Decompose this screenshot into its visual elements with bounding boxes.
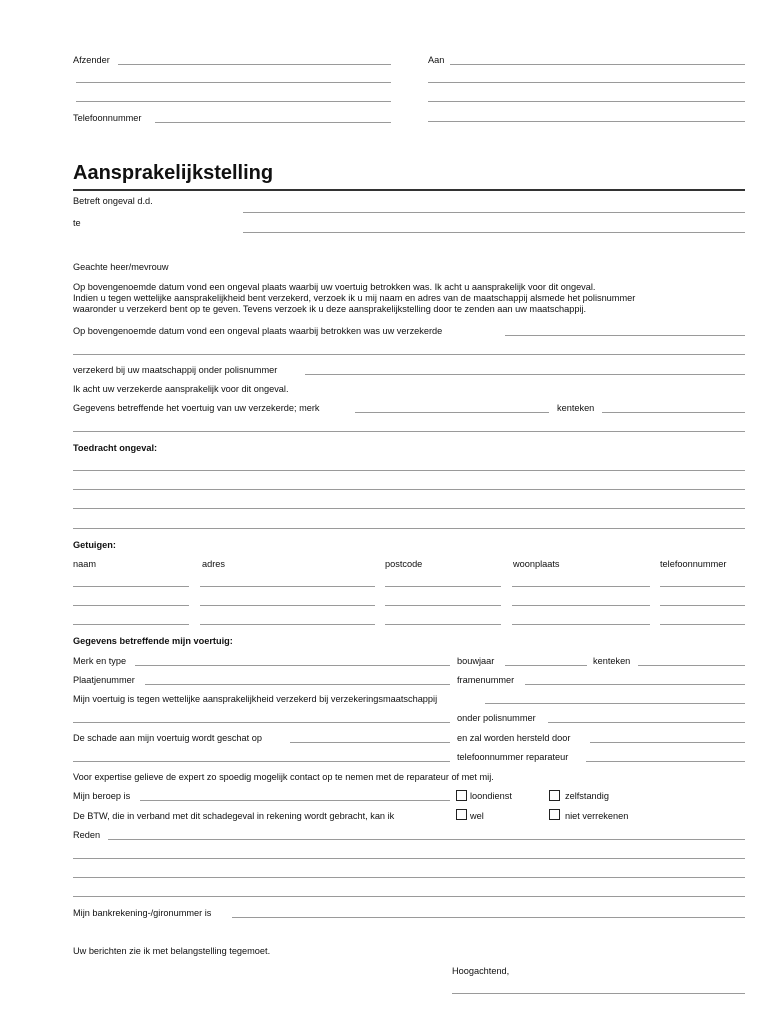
to-label: Aan [428, 55, 445, 65]
reason-field-line[interactable] [73, 858, 745, 859]
other-vehicle-make-label: Gegevens betreffende het voertuig van uw verzekerde; merk [73, 403, 320, 413]
repaired-by-label: en zal worden hersteld door [457, 733, 571, 743]
recipient-field-line[interactable] [428, 101, 745, 102]
recipient-field-line[interactable] [428, 82, 745, 83]
witness-postcode-field[interactable] [385, 605, 501, 606]
intro-line: Op bovengenoemde datum vond een ongeval plaats waarbij uw voertuig betrokken was. Ik acht u aansprakelijk voor dit ongeval. [73, 282, 596, 292]
witness-phone-field[interactable] [660, 586, 745, 587]
sender-field-line[interactable] [76, 101, 391, 102]
witnesses-heading: Getuigen: [73, 540, 116, 550]
closing-regards: Hoogachtend, [452, 966, 510, 976]
liability-statement: Ik acht uw verzekerde aansprakelijk voor dit ongeval. [73, 384, 289, 394]
witness-name-field[interactable] [73, 586, 189, 587]
accident-course-line[interactable] [73, 470, 745, 471]
expert-request: Voor expertise gelieve de expert zo spoedig mogelijk contact op te nemen met de reparateur of met mij. [73, 772, 494, 782]
insurer-field[interactable] [485, 703, 745, 704]
signature-field[interactable] [452, 993, 745, 994]
other-vehicle-make-field[interactable] [355, 412, 549, 413]
self-employed-checkbox[interactable] [549, 790, 560, 801]
repaired-by-field[interactable] [590, 742, 745, 743]
policy-number-field[interactable] [548, 722, 745, 723]
plate-label: kenteken [593, 656, 631, 666]
employed-label: loondienst [470, 791, 512, 801]
witness-city-field[interactable] [512, 605, 650, 606]
other-vehicle-plate-field[interactable] [602, 412, 745, 413]
reason-field-line[interactable] [73, 896, 745, 897]
insured-party-label: Op bovengenoemde datum vond een ongeval plaats waarbij betrokken was uw verzekerde [73, 326, 443, 336]
make-type-field[interactable] [135, 665, 450, 666]
insurer-field-line[interactable] [73, 722, 450, 723]
witness-address-field[interactable] [200, 624, 375, 625]
employed-checkbox[interactable] [456, 790, 467, 801]
witness-col-postcode: postcode [385, 559, 423, 569]
witness-address-field[interactable] [200, 605, 375, 606]
witness-postcode-field[interactable] [385, 586, 501, 587]
bank-account-field[interactable] [232, 917, 745, 918]
plate-number-field[interactable] [145, 684, 450, 685]
sender-field-line[interactable] [76, 82, 391, 83]
intro-line: Indien u tegen wettelijke aansprakelijkheid bent verzekerd, verzoek ik u mij naam en adres van de maatschappij alsmede het polisnummer [73, 293, 636, 303]
bank-account-label: Mijn bankrekening-/gironummer is [73, 908, 212, 918]
witness-col-phone: telefoonnummer [660, 559, 727, 569]
accident-place-label: te [73, 218, 81, 228]
recipient-field[interactable] [450, 64, 745, 65]
witness-phone-field[interactable] [660, 605, 745, 606]
vat-yes-checkbox[interactable] [456, 809, 467, 820]
plate-number-label: Plaatjenummer [73, 675, 135, 685]
accident-date-label: Betreft ongeval d.d. [73, 196, 153, 206]
witness-name-field[interactable] [73, 624, 189, 625]
repairer-phone-label: telefoonnummer reparateur [457, 752, 569, 762]
other-vehicle-plate-label: kenteken [557, 403, 595, 413]
salutation: Geachte heer/mevrouw [73, 262, 169, 272]
phone-label: Telefoonnummer [73, 113, 142, 123]
accident-course-line[interactable] [73, 528, 745, 529]
build-year-label: bouwjaar [457, 656, 495, 666]
witness-col-address: adres [202, 559, 225, 569]
reason-field-line[interactable] [73, 877, 745, 878]
damage-estimate-label: De schade aan mijn voertuig wordt geschat op [73, 733, 262, 743]
repairer-field-line[interactable] [73, 761, 450, 762]
other-vehicle-field-line[interactable] [73, 431, 745, 432]
vat-label: De BTW, die in verband met dit schadegeval in rekening wordt gebracht, kan ik [73, 811, 395, 821]
witness-phone-field[interactable] [660, 624, 745, 625]
accident-course-line[interactable] [73, 489, 745, 490]
intro-line: waaronder u verzekerd bent op te geven. Tevens verzoek ik u deze aansprakelijkstelling door te zenden aan uw maatschappij. [73, 304, 587, 314]
self-employed-label: zelfstandig [565, 791, 609, 801]
accident-place-field[interactable] [243, 232, 745, 233]
witness-col-name: naam [73, 559, 96, 569]
accident-course-line[interactable] [73, 508, 745, 509]
insurer-label: Mijn voertuig is tegen wettelijke aansprakelijkheid verzekerd bij verzekeringsmaatschappij [73, 694, 438, 704]
reason-field[interactable] [108, 839, 745, 840]
plate-field[interactable] [638, 665, 745, 666]
sender-label: Afzender [73, 55, 110, 65]
accident-date-field[interactable] [243, 212, 745, 213]
title-divider [73, 189, 745, 191]
vat-no-label: niet verrekenen [565, 811, 629, 821]
insured-party-field-line[interactable] [73, 354, 745, 355]
profession-label: Mijn beroep is [73, 791, 131, 801]
page-title: Aansprakelijkstelling [73, 162, 274, 184]
vat-no-checkbox[interactable] [549, 809, 560, 820]
recipient-field-line[interactable] [428, 121, 745, 122]
policy-number-label: onder polisnummer [457, 713, 536, 723]
accident-course-heading: Toedracht ongeval: [73, 443, 158, 453]
vat-yes-label: wel [470, 811, 484, 821]
witness-postcode-field[interactable] [385, 624, 501, 625]
insured-policy-field[interactable] [305, 374, 745, 375]
own-vehicle-heading: Gegevens betreffende mijn voertuig: [73, 636, 233, 646]
frame-number-label: framenummer [457, 675, 515, 685]
witness-city-field[interactable] [512, 586, 650, 587]
profession-field[interactable] [140, 800, 450, 801]
frame-number-field[interactable] [525, 684, 745, 685]
insured-party-field[interactable] [505, 335, 745, 336]
repairer-phone-field[interactable] [586, 761, 745, 762]
reason-label: Reden [73, 830, 101, 840]
witness-address-field[interactable] [200, 586, 375, 587]
build-year-field[interactable] [505, 665, 587, 666]
make-type-label: Merk en type [73, 656, 127, 666]
witness-col-city: woonplaats [513, 559, 560, 569]
witness-name-field[interactable] [73, 605, 189, 606]
closing-sentence: Uw berichten zie ik met belangstelling tegemoet. [73, 946, 271, 956]
damage-estimate-field[interactable] [290, 742, 450, 743]
insured-policy-label: verzekerd bij uw maatschappij onder polisnummer [73, 365, 278, 375]
phone-field[interactable] [155, 122, 391, 123]
sender-field[interactable] [118, 64, 391, 65]
witness-city-field[interactable] [512, 624, 650, 625]
